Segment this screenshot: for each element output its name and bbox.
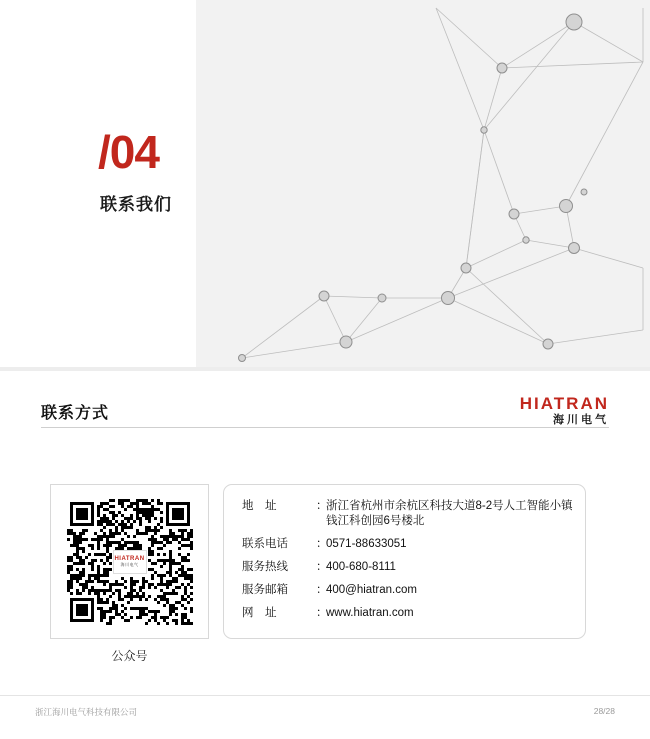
- contact-slide: [0, 371, 650, 739]
- contact-value: 400@hiatran.com: [326, 584, 417, 596]
- contact-row-email: [224, 583, 585, 598]
- contact-value: 400-680-8111: [326, 561, 396, 573]
- contact-label: 网 址: [242, 607, 277, 619]
- contact-row-hotline: [224, 560, 585, 575]
- contact-row-address: [224, 499, 585, 529]
- contact-colon: ：: [316, 607, 328, 619]
- contact-colon: ：: [316, 561, 328, 573]
- contact-value: [326, 499, 573, 529]
- section-divider-slide: [0, 0, 650, 367]
- contact-label: 联系电话: [242, 538, 288, 550]
- company-logo: [520, 395, 609, 426]
- network-nodes-graphic: [196, 0, 650, 367]
- qr-code-card: [50, 484, 209, 639]
- header-divider: [41, 427, 609, 428]
- qr-center-logo-sub: 海川电气: [120, 562, 139, 567]
- slide-header: [0, 371, 650, 427]
- footer-divider: [0, 695, 650, 696]
- contact-value: www.hiatran.com: [326, 607, 414, 619]
- page-title: 联系方式: [41, 405, 110, 422]
- contact-value-line1: 浙江省杭州市余杭区科技大道8-2号人工智能小镇: [326, 500, 573, 512]
- section-number: /04: [98, 126, 159, 178]
- contact-colon: ：: [316, 584, 328, 596]
- contact-label: 地 址: [242, 500, 277, 512]
- contact-colon: ：: [316, 538, 328, 550]
- contact-value: 0571-88633051: [326, 538, 407, 550]
- section-divider-text-panel: [0, 0, 196, 367]
- contact-row-phone: [224, 537, 585, 552]
- logo-wordmark: HIATRAN: [519, 394, 609, 413]
- contact-value-line2: 钱江科创园6号楼北: [326, 515, 425, 527]
- footer-page-indicator: 28/28: [593, 706, 615, 716]
- contact-label: 服务邮箱: [242, 584, 288, 596]
- section-title: 联系我们: [100, 195, 172, 214]
- contact-row-website: [224, 606, 585, 621]
- contact-colon: ：: [316, 500, 328, 512]
- network-graphic-panel: [196, 0, 650, 367]
- contact-info-card: [223, 484, 586, 639]
- qr-caption: 公众号: [111, 649, 148, 663]
- contact-label: 服务热线: [242, 561, 288, 573]
- qr-center-logo-word: HIATRAN: [114, 556, 145, 562]
- qr-center-logo: [113, 550, 147, 574]
- footer-company: 浙江海川电气科技有限公司: [35, 707, 138, 717]
- logo-subtext: 海川电气: [553, 414, 609, 426]
- qr-code-image: [67, 499, 193, 625]
